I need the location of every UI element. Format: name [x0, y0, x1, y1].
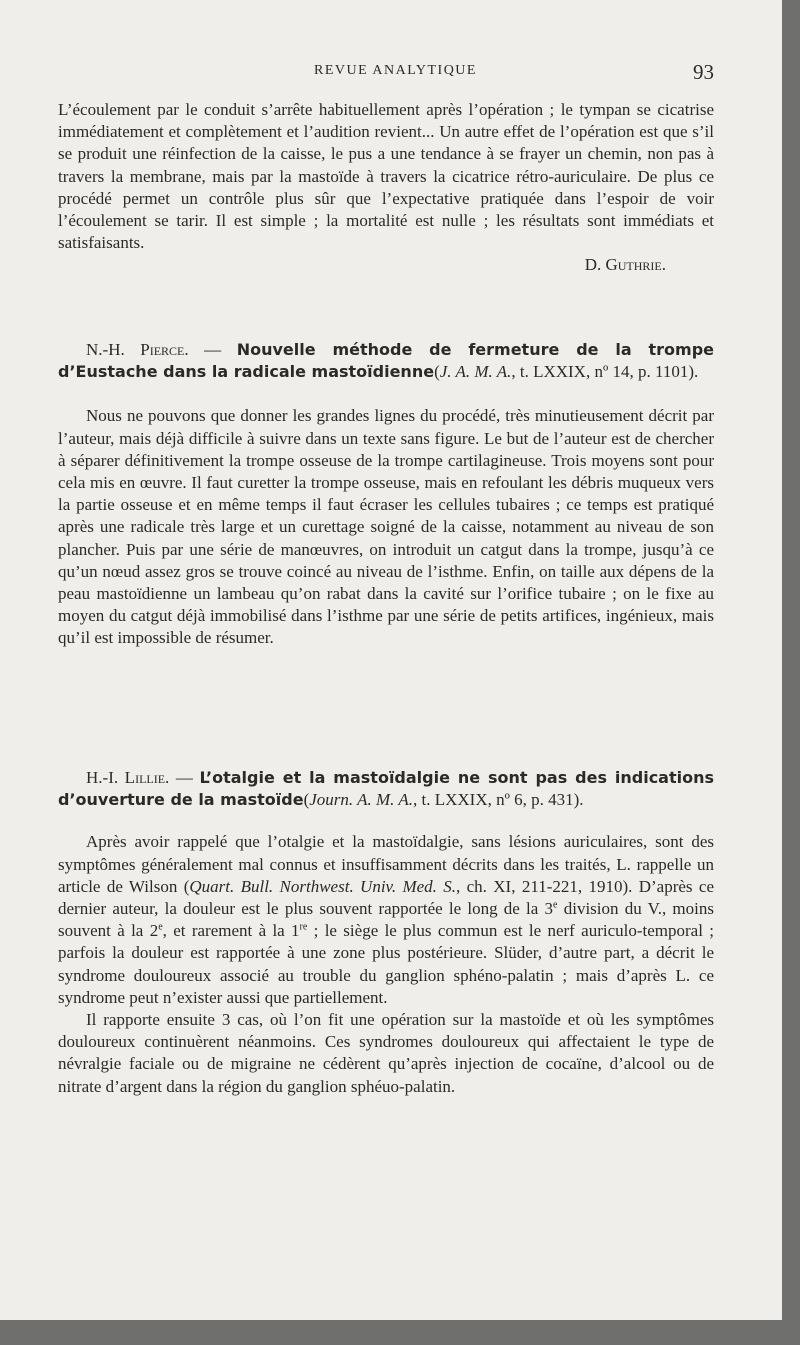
p1-text-a: Après avoir rappelé que l’otalgie et la mastoïdalgie, sans lésions auriculaires, sont des symptômes généralement mal connus et insuffisamment décrits dans les traités, L. rappelle un article de Wilson (	[58, 832, 714, 896]
article-author: N.-H. Pierce.	[86, 340, 189, 359]
p1-text-d: , et rarement à la 1	[162, 921, 300, 941]
article-paragraph-1	[58, 831, 714, 1009]
article-paragraph: Nous ne pouvons que donner les grandes lignes du procédé, très minutieusement décrit par l’auteur, mais déjà difficile à suivre dans un texte sans figure. Le but de l’auteur est de chercher à séparer définitivement la trompe osseuse de la trompe cartilagineuse. Trois moyens sont pour cela mis en œuvre. Il faut curetter la trompe osseuse, mais en refoulant les débris muqueux vers la partie osseuse et en même temps il faut écraser les cellules tubaires ; ce temps est pratiqué après une radicale très large et un curettage soigné de la caisse, notamment au niveau de son plancher. Puis par une série de manœuvres, on introduit un catgut dans la trompe, jusqu’à ce qu’un nœud assez gros se trouve coincé au niveau de l’isthme. Enfin, on taille aux dépens de la peau mastoïdienne un lambeau qu’on rabat dans la cavité sur l’orifice tubaire ; on le fixe au moyen du catgut déjà immobilisé dans l’isthme par une série de petits artifices, ingénieux, mais qu’il est impossible de résumer.	[58, 406, 714, 648]
p1-text-b: , ch. XI, 211-221, 1910). D’après ce dernier auteur, la douleur est le plus souvent rapportée le long de la 3	[58, 876, 714, 919]
article-title: Nouvelle méthode de fermeture de la trompe d’Eustache dans la radicale mastoïdienne	[58, 340, 715, 382]
review-signature: D. Guthrie.	[584, 255, 666, 275]
review-paragraph: L’écoulement par le conduit s’arrête habituellement après l’opération ; le tympan se cicatrise immédiatement et complètement et l’audition revient... Un autre effet de l’opération est que s’il se produit une réinfection de la caisse, le pus a une tendance à se frayer un chemin, non pas à travers la membrane, mais par la mastoïde à travers la cicatrice rétro-auriculaire. De plus ce procédé permet un contrôle plus sûr que l’expectative pratiquée dans l’espoir de voir l’écoulement se tarir. Il est simple ; la mortalité est nulle ; les résultats sont immédiats et satisfaisants.	[58, 100, 714, 253]
p1-text-c: division du V., moins souvent à la 2	[58, 899, 714, 941]
article-title: L’otalgie et la mastoïdalgie ne sont pas des indications d’ouverture de la mastoïde	[58, 768, 715, 810]
article-pierce	[58, 339, 714, 650]
running-title: REVUE ANALYTIQUE	[314, 63, 477, 78]
p1-sup-1: e	[553, 899, 558, 911]
ref-open: (	[434, 362, 440, 382]
p1-citation: Quart. Bull. Northwest. Univ. Med. S.	[189, 876, 457, 896]
heading-dash: —	[204, 340, 222, 359]
page-number: 93	[693, 60, 714, 84]
ref-journal: Journ. A. M. A.	[309, 790, 413, 810]
ref-open: (	[303, 790, 310, 810]
article-paragraph-2: Il rapporte ensuite 3 cas, où l’on fit une opération sur la mastoïde et où les symptômes douloureux continuèrent néanmoins. Ces syndromes douloureux qui affectaient le type de névralgie faciale ou de migraine ne cédèrent qu’après injection de cocaïne, d’alcool ou de nitrate d’argent dans la région du ganglion sphéuo-palatin.	[58, 1010, 714, 1096]
heading-dash: —	[175, 768, 193, 787]
article-heading	[58, 339, 714, 383]
article-lillie	[58, 767, 714, 1098]
ref-details: , t. LXXIX, nº 14, p. 1101).	[511, 362, 699, 382]
section-continued-review	[58, 99, 714, 277]
p1-sup-3: re	[299, 921, 308, 933]
article-heading	[58, 767, 714, 811]
p1-sup-2: e	[158, 921, 163, 933]
ref-details: , t. LXXIX, nº 6, p. 431).	[413, 790, 584, 810]
ref-journal: J. A. M. A.	[439, 362, 512, 382]
article-author: H.-I. Lillie.	[86, 768, 170, 787]
page-header	[0, 60, 782, 84]
p1-text-e: ; le siège le plus commun est le nerf auriculo-temporal ; parfois la douleur est rapportée à une zone plus postérieure. Slüder, d’autre part, a décrit le syndrome douloureux associé au trouble du ganglion sphéno-palatin ; mais d’après L. ce syndrome peut n’exister aussi que partiellement.	[58, 921, 715, 1007]
